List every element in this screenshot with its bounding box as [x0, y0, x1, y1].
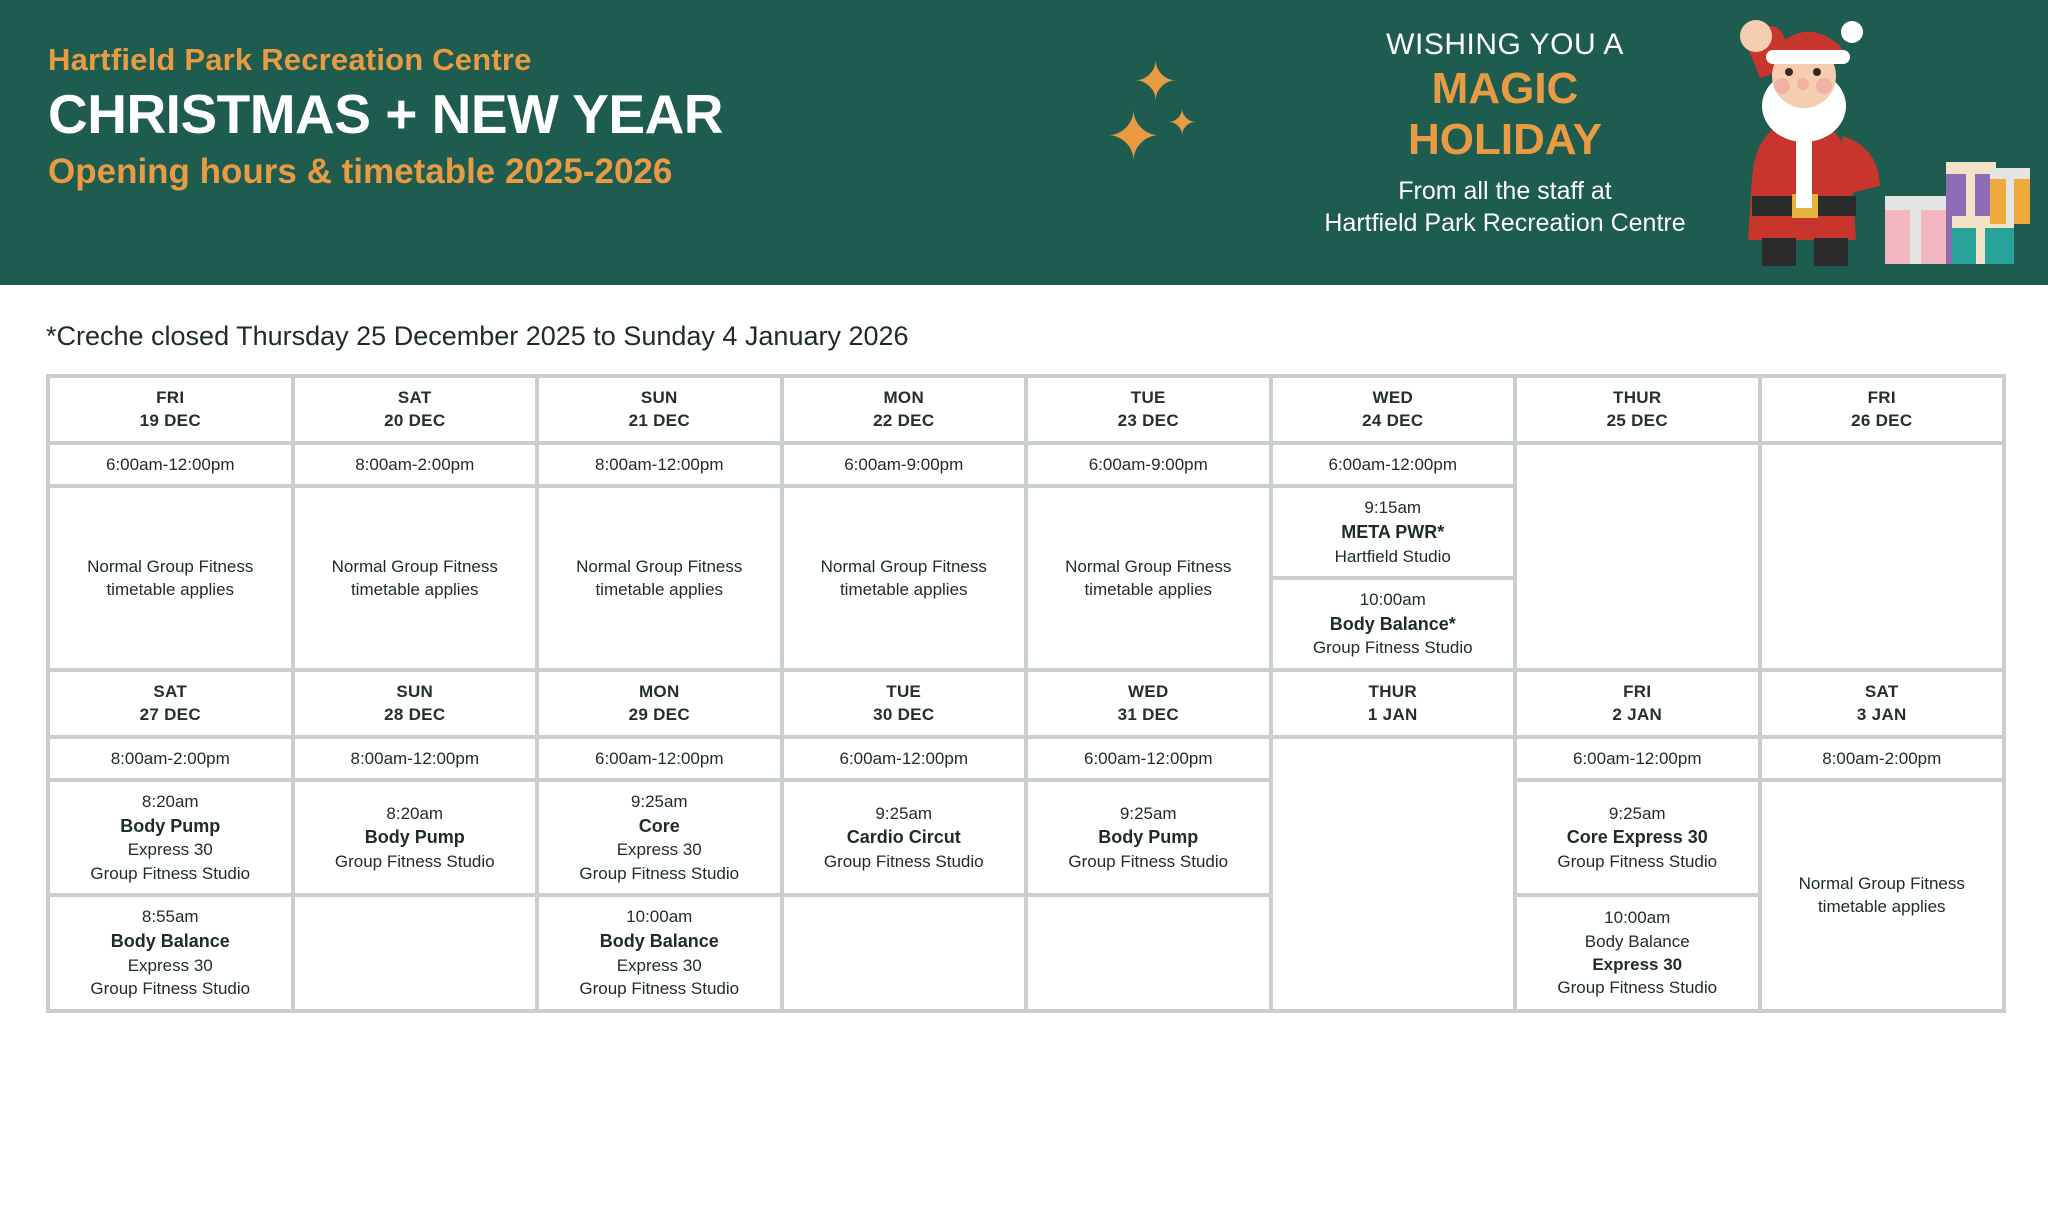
day-of-week: SUN	[640, 388, 678, 407]
greeting-line-3: HOLIDAY	[1408, 114, 1602, 164]
class-mon-29-dec-2	[539, 897, 780, 1008]
opening-hours-timetable	[46, 374, 2006, 1013]
hours-mon-22-dec: 6:00am-9:00pm	[784, 445, 1025, 484]
hours-sat-3-jan: 8:00am-2:00pm	[1762, 739, 2003, 778]
day-date: 26 DEC	[1851, 411, 1913, 431]
class-time: 9:25am	[630, 792, 688, 812]
day-header-sat-3-jan	[1762, 672, 2003, 735]
closed-fri-26-dec: CLOSED	[1762, 445, 2003, 668]
class-sat-27-dec-1	[50, 782, 291, 893]
day-date: 1 JAN	[1367, 705, 1418, 725]
timetable-container	[0, 374, 2048, 1013]
class-time: 8:20am	[141, 792, 199, 812]
class-name: Body Pump	[364, 827, 465, 848]
day-date: 31 DEC	[1117, 705, 1179, 725]
class-mon-29-dec-1	[539, 782, 780, 893]
greeting-line-4	[1290, 175, 1720, 239]
day-of-week: FRI	[1867, 388, 1896, 407]
day-header-sun-21-dec	[539, 378, 780, 441]
day-date: 30 DEC	[873, 705, 935, 725]
hours-fri-19-dec: 6:00am-12:00pm	[50, 445, 291, 484]
class-room: Group Fitness Studio	[1557, 852, 1718, 872]
class-name: Body Pump	[1098, 827, 1199, 848]
class-time: 10:00am	[626, 907, 693, 927]
day-header-wed-24-dec	[1273, 378, 1514, 441]
hours-wed-31-dec: 6:00am-12:00pm	[1028, 739, 1269, 778]
day-header-sat-27-dec	[50, 672, 291, 735]
day-header-fri-26-dec	[1762, 378, 2003, 441]
class-name: Core Express 30	[1566, 827, 1708, 848]
page-header	[0, 0, 2048, 285]
hours-tue-30-dec: 6:00am-12:00pm	[784, 739, 1025, 778]
normal-timetable-fri-19-dec: Normal Group Fitness timetable applies	[50, 488, 291, 667]
class-fri-2-jan-2	[1517, 897, 1758, 1008]
day-of-week: SUN	[396, 681, 434, 701]
class-time: 9:25am	[1608, 803, 1666, 823]
class-room: Group Fitness Studio	[1557, 978, 1718, 998]
class-time: 9:25am	[875, 803, 933, 823]
day-date: 3 JAN	[1856, 705, 1907, 725]
day-of-week: MON	[883, 388, 925, 407]
week1-header-row	[50, 378, 2002, 441]
day-of-week: SAT	[1864, 681, 1899, 701]
day-date: 28 DEC	[384, 705, 446, 725]
class-name: Cardio Circut	[846, 827, 961, 848]
class-name: Body Balance	[599, 930, 719, 951]
class-room: Hartfield Studio	[1334, 546, 1451, 566]
empty-cell-tue-30-dec	[784, 897, 1025, 1008]
day-of-week: THUR	[1613, 388, 1662, 407]
day-header-thur-1-jan	[1273, 672, 1514, 735]
class-name: Body Balance	[110, 930, 230, 951]
class-name: Body Balance*	[1329, 613, 1456, 634]
class-room: Group Fitness Studio	[1312, 638, 1473, 658]
hours-sun-21-dec: 8:00am-12:00pm	[539, 445, 780, 484]
day-header-thur-25-dec	[1517, 378, 1758, 441]
week2-hours-row	[50, 739, 2002, 778]
class-time: 10:00am	[1604, 908, 1671, 928]
day-header-wed-31-dec	[1028, 672, 1269, 735]
day-date: 23 DEC	[1117, 411, 1179, 431]
creche-closure-note: *Creche closed Thursday 25 December 2025 to Sunday 4 January 2026	[46, 321, 909, 351]
week2-classes-row-1	[50, 782, 2002, 893]
hours-fri-2-jan: 6:00am-12:00pm	[1517, 739, 1758, 778]
greeting-line-2: MAGIC	[1431, 64, 1579, 113]
empty-cell-sun-28-dec	[295, 897, 536, 1008]
class-time: 8:55am	[141, 907, 199, 927]
class-wed-24-dec-2	[1273, 580, 1514, 668]
hours-wed-24-dec: 6:00am-12:00pm	[1273, 445, 1514, 484]
day-header-fri-2-jan	[1517, 672, 1758, 735]
class-name: Core	[638, 815, 680, 836]
class-tue-30-dec-1	[784, 782, 1025, 893]
closed-thur-1-jan: CLOSED	[1273, 739, 1514, 1009]
greeting-line-1: WISHING YOU A	[1386, 28, 1624, 61]
day-date: 25 DEC	[1606, 411, 1668, 431]
day-header-sat-20-dec	[295, 378, 536, 441]
day-date: 19 DEC	[139, 411, 201, 431]
week1-hours-row	[50, 445, 2002, 484]
day-date: 21 DEC	[628, 411, 690, 431]
day-header-fri-19-dec	[50, 378, 291, 441]
class-sat-27-dec-2	[50, 897, 291, 1008]
day-of-week: FRI	[156, 388, 185, 407]
class-room: Group Fitness Studio	[334, 852, 495, 872]
week2-classes-row-2	[50, 897, 2002, 1008]
class-wed-24-dec-1	[1273, 488, 1514, 576]
normal-timetable-mon-22-dec: Normal Group Fitness timetable applies	[784, 488, 1025, 667]
greeting-block	[1290, 28, 1720, 239]
day-of-week: FRI	[1623, 681, 1652, 701]
greeting-from: From all the staff at	[1398, 177, 1612, 206]
day-of-week: TUE	[1130, 388, 1166, 407]
class-room: Group Fitness Studio	[90, 863, 251, 883]
class-room: Group Fitness Studio	[823, 852, 984, 872]
day-date: 20 DEC	[384, 411, 446, 431]
class-time: 10:00am	[1359, 590, 1426, 610]
class-room: Group Fitness Studio	[1068, 852, 1229, 872]
greeting-centre: Hartfield Park Recreation Centre	[1324, 209, 1686, 238]
week2-header-row	[50, 672, 2002, 735]
page-title: CHRISTMAS + NEW YEAR	[48, 83, 724, 145]
normal-timetable-sat-3-jan: Normal Group Fitness timetable applies	[1762, 782, 2003, 1008]
class-variant: Express 30	[616, 955, 702, 975]
class-variant: Express 30	[127, 840, 213, 860]
class-variant: Express 30	[1592, 954, 1683, 974]
class-room: Group Fitness Studio	[90, 979, 251, 999]
class-wed-31-dec-1	[1028, 782, 1269, 893]
day-header-tue-23-dec	[1028, 378, 1269, 441]
hours-sat-20-dec: 8:00am-2:00pm	[295, 445, 536, 484]
day-of-week: SAT	[397, 388, 432, 407]
class-time: 8:20am	[386, 803, 444, 823]
normal-timetable-tue-23-dec: Normal Group Fitness timetable applies	[1028, 488, 1269, 667]
day-header-sun-28-dec	[295, 672, 536, 735]
day-header-mon-22-dec	[784, 378, 1025, 441]
class-name: Body Balance	[1584, 931, 1690, 951]
hours-tue-23-dec: 6:00am-9:00pm	[1028, 445, 1269, 484]
day-date: 29 DEC	[628, 705, 690, 725]
day-date: 27 DEC	[139, 705, 201, 725]
centre-name: Hartfield Park Recreation Centre	[48, 42, 532, 77]
closed-thur-25-dec: CLOSED	[1517, 445, 1758, 668]
class-time: 9:25am	[1119, 803, 1177, 823]
day-header-mon-29-dec	[539, 672, 780, 735]
class-name: META PWR*	[1341, 521, 1445, 542]
day-header-tue-30-dec	[784, 672, 1025, 735]
day-of-week: SAT	[153, 681, 188, 701]
day-date: 24 DEC	[1362, 411, 1424, 431]
santa-claus-illustration	[1700, 10, 2030, 280]
day-of-week: WED	[1127, 681, 1169, 701]
hours-mon-29-dec: 6:00am-12:00pm	[539, 739, 780, 778]
class-sun-28-dec-1	[295, 782, 536, 893]
class-fri-2-jan-1	[1517, 782, 1758, 893]
normal-timetable-sat-20-dec: Normal Group Fitness timetable applies	[295, 488, 536, 667]
star-icon: ✦	[1167, 102, 1198, 143]
star-icon: ✦	[1133, 52, 1179, 112]
star-icon: ✦	[1105, 99, 1162, 175]
page-subtitle: Opening hours & timetable 2025-2026	[48, 151, 673, 191]
class-room: Group Fitness Studio	[579, 979, 740, 999]
day-of-week: MON	[638, 681, 680, 701]
day-of-week: THUR	[1368, 681, 1417, 701]
class-room: Group Fitness Studio	[579, 863, 740, 883]
day-of-week: WED	[1372, 388, 1414, 407]
day-of-week: TUE	[886, 681, 922, 701]
class-name: Body Pump	[120, 815, 221, 836]
empty-cell-wed-31-dec	[1028, 897, 1269, 1008]
normal-timetable-sun-21-dec: Normal Group Fitness timetable applies	[539, 488, 780, 667]
day-date: 2 JAN	[1612, 705, 1663, 725]
class-variant: Express 30	[616, 840, 702, 860]
class-time: 9:15am	[1364, 498, 1422, 518]
hours-sat-27-dec: 8:00am-2:00pm	[50, 739, 291, 778]
hours-sun-28-dec: 8:00am-12:00pm	[295, 739, 536, 778]
day-date: 22 DEC	[873, 411, 935, 431]
class-variant: Express 30	[127, 955, 213, 975]
